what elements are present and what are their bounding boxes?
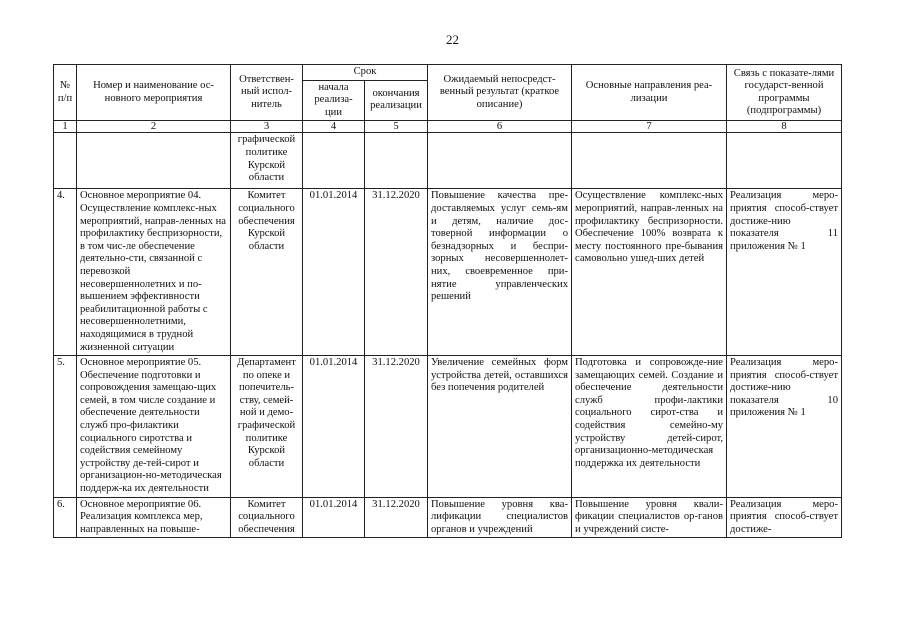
row-end: 31.12.2020	[365, 497, 428, 538]
row-end: 31.12.2020	[365, 189, 428, 356]
row-responsible: Комитет социального обеспечения	[231, 497, 303, 538]
table-row	[54, 356, 842, 498]
row-end	[365, 133, 428, 189]
row-start: 01.01.2014	[303, 189, 365, 356]
row-result: Повышение качества пре-доставляемых услуг семь-ям и детям, наличие дос-товерной информации о безнадзорных и беспри-зорных несовершеннолет-них, своевременное при-нятие управленческих решений	[428, 189, 572, 356]
row-responsible: Комитет социального обеспечения Курской области	[231, 189, 303, 356]
table-row	[54, 497, 842, 538]
row-link: Реализация меро-приятия способ-ствует достиже-	[727, 497, 842, 538]
row-directions: Повышение уровня квали-фикации специалистов ор-ганов и учреждений систе-	[572, 497, 727, 538]
header-period: Срок	[303, 65, 428, 81]
column-number: 6	[428, 121, 572, 133]
header-name: Номер и наименование ос-новного мероприятия	[77, 65, 231, 121]
row-num: 6.	[54, 497, 77, 538]
column-number: 2	[77, 121, 231, 133]
header-directions: Основные направления реа-лизации	[572, 65, 727, 121]
row-start	[303, 133, 365, 189]
column-number: 4	[303, 121, 365, 133]
row-responsible: Департамент по опеке и попечитель-ству, семей-ной и демо-графической политике Курской области	[231, 356, 303, 498]
row-link: Реализация меро-приятия способ-ствует достиже-нию показателя 10 приложения № 1	[727, 356, 842, 498]
header-start: начала реализа-ции	[303, 80, 365, 121]
column-number-row	[54, 121, 842, 133]
row-result: Увеличение семейных форм устройства детей, оставшихся без попечения родителей	[428, 356, 572, 498]
row-result	[428, 133, 572, 189]
column-number: 3	[231, 121, 303, 133]
row-directions: Подготовка и сопровожде-ние замещающих семей. Создание и обеспечение деятельности служб профи-лактики социального сирот-ства и содействия семейно-му устройству детей-сирот, организационно-методическая поддержка их деятельности	[572, 356, 727, 498]
table-header	[54, 65, 842, 133]
row-directions: Осуществление комплекс-ных мероприятий, направ-ленных на профилактику беспризорности. Обеспечение 100% возврата к месту постоянного пре-бывания самовольно ушед-ших детей	[572, 189, 727, 356]
row-num: 4.	[54, 189, 77, 356]
header-end: окончания реализации	[365, 80, 428, 121]
column-number: 1	[54, 121, 77, 133]
row-link	[727, 133, 842, 189]
activities-table	[53, 64, 842, 538]
page-number: 22	[446, 32, 459, 47]
table-row	[54, 133, 842, 189]
row-responsible: графической политике Курской области	[231, 133, 303, 189]
row-result: Повышение уровня ква-лификации специалистов органов и учреждений	[428, 497, 572, 538]
row-name	[77, 133, 231, 189]
header-result: Ожидаемый непосредст-венный результат (краткое описание)	[428, 65, 572, 121]
row-name: Основное мероприятие 05. Обеспечение подготовки и сопровождения замещаю-щих семей, в том числе создание и обеспечение деятельности служб про-филактики социального сиротства и содействия семейному устройству де-тей-сирот и организацион-но-методическая поддерж-ка их деятельности	[77, 356, 231, 498]
row-num: 5.	[54, 356, 77, 498]
column-number: 7	[572, 121, 727, 133]
column-number: 8	[727, 121, 842, 133]
row-name: Основное мероприятие 06. Реализация комплекса мер, направленных на повыше-	[77, 497, 231, 538]
row-link: Реализация меро-приятия способ-ствует достиже-нию показателя 11 приложения № 1	[727, 189, 842, 356]
column-number: 5	[365, 121, 428, 133]
header-link: Связь с показате-лями государст-венной программы (подпрограммы)	[727, 65, 842, 121]
row-directions	[572, 133, 727, 189]
row-num	[54, 133, 77, 189]
table-row	[54, 189, 842, 356]
row-start: 01.01.2014	[303, 356, 365, 498]
row-end: 31.12.2020	[365, 356, 428, 498]
row-start: 01.01.2014	[303, 497, 365, 538]
header-responsible: Ответствен-ный испол-нитель	[231, 65, 303, 121]
header-num: № п/п	[54, 65, 77, 121]
row-name: Основное мероприятие 04. Осуществление комплекс-ных мероприятий, направ-ленных на профилактику беспризорности, в том чис-ле обеспечение деятельно-сти, связанной с перевозкой несовершеннолетних и по-вышением эффективности реабилитационной работы с несовершеннолетними, находящимися в трудной жизненной ситуации	[77, 189, 231, 356]
